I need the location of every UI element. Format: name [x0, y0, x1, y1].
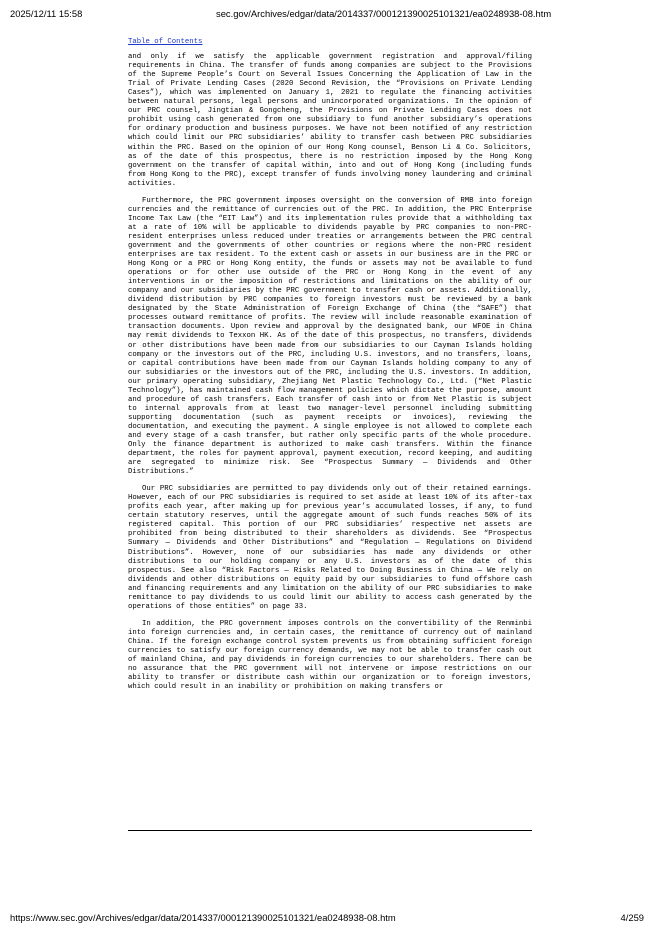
- table-of-contents-link[interactable]: Table of Contents: [128, 38, 203, 46]
- paragraph-rmb-conversion: Furthermore, the PRC government imposes oversight on the conversion of RMB into foreign currencies and the remittance of currencies out of the PRC. In addition, the PRC Enterprise Income Tax Law (the “EIT Law”) and its implementation rules provide that a withholding tax at a rate of 10% will be applicable to dividends payable by PRC companies to non-PRC-resident enterprises unless reduced under treaties or arrangements between the PRC central government and the governments of other countries or regions where the non-PRC resident enterprises are tax resident. To the extent cash or assets in our business are in the PRC or Hong Kong or a PRC or Hong Kong entity, the funds or assets may not be available to fund operations or for other use outside of the PRC or Hong Kong in the event of any interventions in or the imposition of restrictions and limitations on the ability of our company and our subsidiaries by the PRC government to transfer cash or assets. Additionally, dividend distribution by PRC companies to foreign investors must be reviewed by a bank designated by the State Administration of Foreign Exchange of China (the “SAFE”) that processes outward remittance of profits. The review will include reasonable examination of transaction documents. Upon review and approval by the designated bank, our WFOE in China may remit dividends to Texxon HK. As of the date of this prospectus, no transfers, dividends or other distributions have been made from our subsidiaries to our Cayman Islands holding company or the investors out of the PRC, including U.S. investors, and no transfers, loans, or capital contributions have been made from our Cayman Islands holding company to any of our subsidiaries or the investors out of the PRC, including the U.S. investors. In addition, our primary operating subsidiary, Zhejiang Net Plastic Technology Co., Ltd. (“Net Plastic Technology”), has maintained cash flow management policies which dictate the purpose, amount and procedure of cash transfers. Each transfer of cash into or from Net Plastic is subject to internal approvals from at least two manager-level personnel including submitting supporting documentation (such as payment receipts or invoices), reviewing the documentation, and executing the payment. A single employee is not allowed to complete each and every stage of a cash transfer, but rather only specific parts of the whole procedure. Only the finance department is authorized to make cash transfers. Within the finance department, the roles for payment approval, payment execution, record keeping, and auditing are segregated to minimize risk. See “Prospectus Summary — Dividends and Other Distributions.”: [128, 196, 532, 477]
- document-body: [128, 38, 532, 700]
- print-datetime: 2025/12/11 15:58: [10, 8, 83, 19]
- paragraph-dividend-restrictions: Our PRC subsidiaries are permitted to pay dividends only out of their retained earnings. However, each of our PRC subsidiaries is required to set aside at least 10% of its after-tax profits each year, after making up for previous year’s accumulated losses, if any, to fund certain statutory reserves, until the aggregate amount of such funds reaches 50% of its registered capital. This portion of our PRC subsidiaries’ respective net assets are prohibited from being distributed to their shareholders as dividends. See “Prospectus Summary — Dividends and Other Distributions” and “Regulation — Regulations on Dividend Distributions”. However, none of our subsidiaries has made any dividends or other distributions to our holding company or any U.S. investors as of the date of this prospectus. See also “Risk Factors — Risks Related to Doing Business in China — We rely on dividends and other distributions on equity paid by our subsidiaries to fund offshore cash and financing requirements and any limitation on the ability of our PRC subsidiaries to make remittance to pay dividends to us could limit our ability to access cash generated by the operations of those entities” on page 33.: [128, 485, 532, 611]
- print-footer-url: https://www.sec.gov/Archives/edgar/data/2014337/000121390025101321/ea0248938-08.htm: [10, 912, 396, 923]
- print-header: [0, 8, 662, 24]
- print-footer: [0, 912, 662, 928]
- page-divider: [128, 830, 532, 831]
- print-header-url: sec.gov/Archives/edgar/data/2014337/000121390025101321/ea0248938-08.htm: [216, 8, 552, 19]
- paragraph-currency-controls: In addition, the PRC government imposes controls on the convertibility of the Renminbi into foreign currencies and, in certain cases, the remittance of currency out of mainland China. If the foreign exchange control system prevents us from obtaining sufficient foreign currencies to satisfy our foreign currency demands, we may not be able to transfer cash out of mainland China, and pay dividends in foreign currencies to our shareholders. There can be no assurance that the PRC government will not intervene or impose restrictions on our ability to transfer or distribute cash within our organization or to foreign investors, which could result in an inability or prohibition on making transfers or: [128, 619, 532, 692]
- paragraph-fund-transfer-rules: and only if we satisfy the applicable government registration and approval/filing requirements in China. The transfer of funds among companies are subject to the Provisions of the Supreme People’s Court on Several Issues Concerning the Application of Law in the Trial of Private Lending Cases (2020 Second Revision, the “Provisions on Private Lending Cases”), which was implemented on January 1, 2021 to regulate the financing activities between natural persons, legal persons and unincorporated organizations. In the opinion of our PRC counsel, Jingtian & Gongcheng, the Provisions on Private Lending Cases does not prohibit using cash generated from one subsidiary to fund another subsidiary’s operations for ordinary production and business purposes. We have not been notified of any restriction which could limit our PRC subsidiaries’ ability to transfer cash between PRC subsidiaries within the PRC. Based on the opinion of our Hong Kong counsel, Benson Li & Co. Solicitors, as of the date of this prospectus, there is no restriction imposed by the Hong Kong government on the transfer of capital within, into and out of Hong Kong (including funds from Hong Kong to the PRC), except transfer of funds involving money laundering and criminal activities.: [128, 53, 532, 188]
- page-indicator: 4/259: [620, 912, 644, 923]
